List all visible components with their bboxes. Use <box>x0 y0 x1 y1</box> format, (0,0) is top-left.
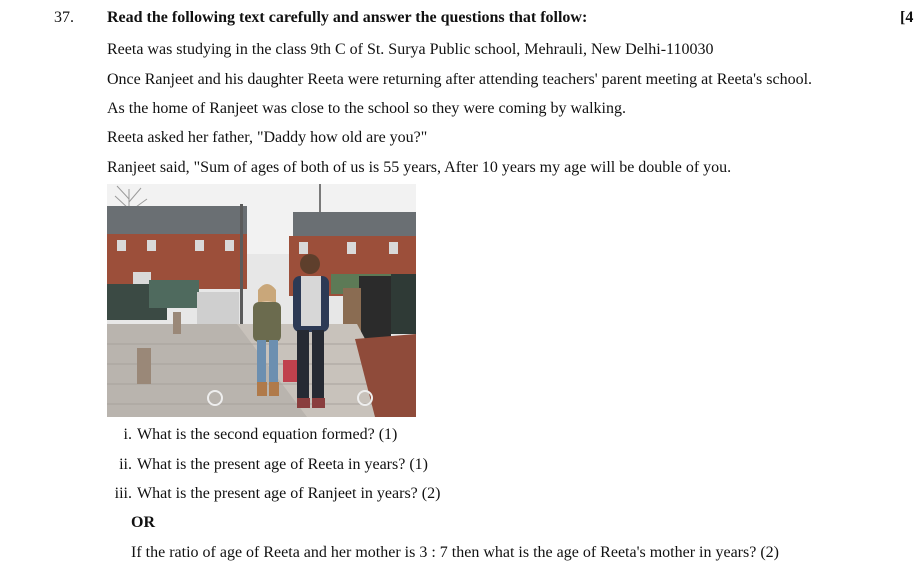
case-paragraph-1: Reeta was studying in the class 9th C of St. Surya Public school, Mehrauli, New Delhi-110030 <box>107 41 714 58</box>
marks-label: [4 <box>900 9 914 26</box>
case-paragraph-2: Once Ranjeet and his daughter Reeta were returning after attending teachers' parent meeting at Reeta's school. <box>107 71 813 88</box>
subquestion-2-number: ii. <box>119 456 132 473</box>
subquestion-2-text: What is the present age of Reeta in years? (1) <box>137 456 428 473</box>
subquestion-2 <box>109 455 428 475</box>
subquestion-1-number: i. <box>123 426 132 443</box>
subquestion-1-text: What is the second equation formed? (1) <box>137 426 398 443</box>
subquestion-3 <box>106 484 440 504</box>
case-paragraph-5: Ranjeet said, "Sum of ages of both of us is 55 years, After 10 years my age will be double of you. <box>107 159 732 176</box>
father-daughter-walking-photo <box>107 184 416 417</box>
case-paragraph-4: Reeta asked her father, "Daddy how old are you?" <box>107 129 428 146</box>
question-number: 37. <box>54 9 74 26</box>
subquestion-3-text: What is the present age of Ranjeet in years? (2) <box>137 485 441 502</box>
or-label: OR <box>131 514 155 531</box>
case-paragraph-3: As the home of Ranjeet was close to the school so they were coming by walking. <box>107 100 626 117</box>
alternative-question: If the ratio of age of Reeta and her mother is 3 : 7 then what is the age of Reeta's mother in years? (2) <box>131 544 779 561</box>
subquestion-1 <box>113 425 397 445</box>
question-heading: Read the following text carefully and answer the questions that follow: <box>107 9 588 26</box>
subquestion-3-number: iii. <box>114 485 132 502</box>
